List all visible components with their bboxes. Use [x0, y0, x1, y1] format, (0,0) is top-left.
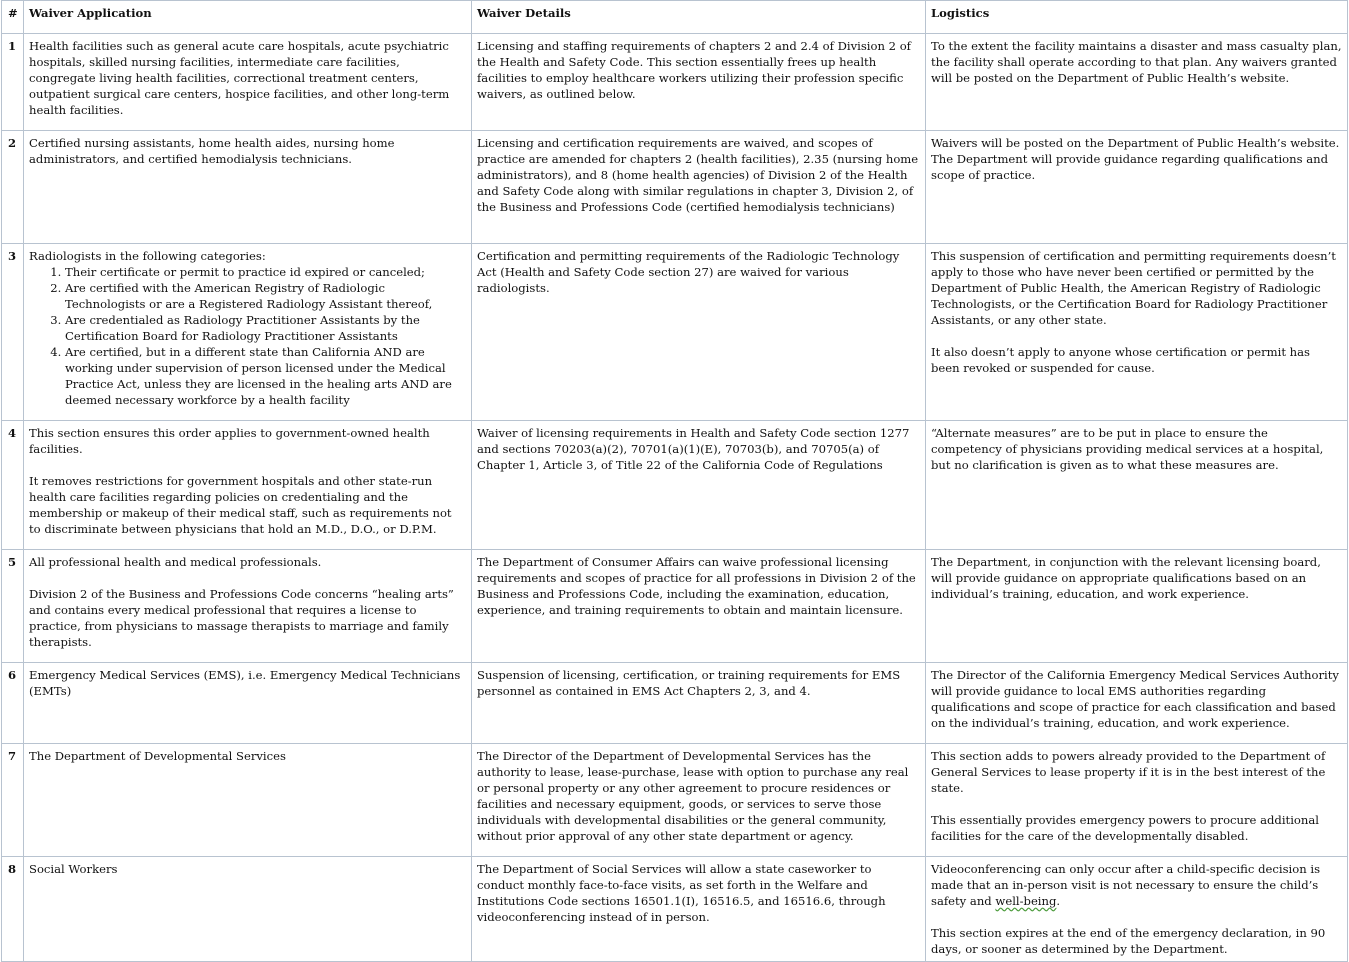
- row-number: 8: [2, 857, 24, 962]
- cell-paragraph: The Department of Developmental Services: [29, 749, 286, 763]
- cell-paragraph: The Department of Social Services will allow a state caseworker to conduct monthly face-to-face visits, as set forth in the Welfare and Institutions Code sections 16501.1(I), 16516.5, and 16516.6, through videoconferencing instead of in person.: [477, 862, 886, 924]
- row-number: 6: [2, 663, 24, 744]
- cell-paragraph: Waiver of licensing requirements in Health and Safety Code section 1277 and sections 70203(a)(2), 70701(a)(1)(E), 70703(b), and 70705(a) of Chapter 1, Article 3, of Title 22 of the California Code of Regulations: [477, 426, 910, 472]
- cell-paragraph: Emergency Medical Services (EMS), i.e. Emergency Medical Technicians (EMTs): [29, 668, 461, 698]
- logistics-cell: [926, 34, 1348, 131]
- row-number: 3: [2, 244, 24, 421]
- cell-paragraph: The Director of the Department of Developmental Services has the authority to lease, lease-purchase, lease with option to purchase any real or personal property or any other agreement to procure residences or facilities and necessary equipment, goods, or services to serve those individuals with developmental disabilities or the general community, without prior approval of any other state department or agency.: [477, 749, 909, 843]
- table-row: [2, 421, 1348, 550]
- header-waiver-details: Waiver Details: [472, 1, 926, 34]
- logistics-cell: [926, 244, 1348, 421]
- cell-paragraph: This essentially provides emergency powers to procure additional facilities for the care of the developmentally disabled.: [931, 813, 1319, 843]
- cell-paragraph: This suspension of certification and permitting requirements doesn’t apply to those who have never been certified or permitted by the Department of Public Health, the American Registry of Radiologic Technologists, or the Certification Board for Radiology Practitioner Assistants, or any other state.: [931, 249, 1336, 327]
- row-number: 2: [2, 131, 24, 244]
- cell-paragraph: This section expires at the end of the emergency declaration, in 90 days, or sooner as determined by the Department.: [931, 926, 1326, 956]
- cell-paragraph: Licensing and staffing requirements of chapters 2 and 2.4 of Division 2 of the Health and Safety Code. This section essentially frees up health facilities to employ healthcare workers utilizing their profession specific waivers, as outlined below.: [477, 39, 911, 101]
- table-row: [2, 550, 1348, 663]
- table-row: [2, 34, 1348, 131]
- header-waiver-application: Waiver Application: [24, 1, 472, 34]
- waiver-table: [1, 0, 1348, 962]
- logistics-cell: [926, 550, 1348, 663]
- waiver-details-cell: [472, 663, 926, 744]
- row-number: 4: [2, 421, 24, 550]
- cell-paragraph: Social Workers: [29, 862, 118, 876]
- cell-paragraph: “Alternate measures” are to be put in place to ensure the competency of physicians providing medical services at a hospital, but no clarification is given as to what these measures are.: [931, 426, 1324, 472]
- table-row: [2, 857, 1348, 962]
- cell-paragraph: Division 2 of the Business and Professions Code concerns “healing arts” and contains every medical professional that requires a license to practice, from physicians to massage therapists to marriage and family therapists.: [29, 587, 454, 649]
- cell-paragraph: Certified nursing assistants, home health aides, nursing home administrators, and certified hemodialysis technicians.: [29, 136, 395, 166]
- table-row: [2, 131, 1348, 244]
- waiver-application-cell: [24, 744, 472, 857]
- cell-paragraph: Licensing and certification requirements are waived, and scopes of practice are amended for chapters 2 (health facilities), 2.35 (nursing home administrators), and 8 (home health agencies) of Division 2 of the Health and Safety Code along with similar regulations in chapter 3, Division 2, of the Business and Professions Code (certified hemodialysis technicians): [477, 136, 919, 214]
- waiver-details-cell: [472, 550, 926, 663]
- list-item: 4. Are certified, but in a different state than California AND are working under supervision of person licensed under the Medical Practice Act, unless they are licensed in the healing arts AND are deemed necessary workforce by a health facility: [65, 344, 466, 408]
- waiver-application-cell: [24, 421, 472, 550]
- header-num: #: [2, 1, 24, 34]
- waiver-details-cell: [472, 131, 926, 244]
- list-item: 1. Their certificate or permit to practice id expired or canceled;: [65, 264, 466, 280]
- cell-paragraph: Health facilities such as general acute care hospitals, acute psychiatric hospitals, skilled nursing facilities, intermediate care facilities, congregate living health facilities, correctional treatment centers, outpatient surgical care centers, hospice facilities, and other long-term health facilities.: [29, 39, 450, 117]
- waiver-details-cell: [472, 34, 926, 131]
- logistics-cell: [926, 663, 1348, 744]
- row-number: 7: [2, 744, 24, 857]
- row-number: 1: [2, 34, 24, 131]
- waiver-details-cell: [472, 857, 926, 962]
- cell-paragraph: The Department of Consumer Affairs can waive professional licensing requirements and scopes of practice for all professions in Division 2 of the Business and Professions Code, including the examination, education, experience, and training requirements to obtain and maintain licensure.: [477, 555, 916, 617]
- text-span: Videoconferencing can only occur after a child-specific decision is made that an in-person visit is not necessary to ensure the child’s safety and: [931, 862, 1321, 908]
- header-row: [2, 1, 1348, 34]
- cell-paragraph: The Director of the California Emergency Medical Services Authority will provide guidance to local EMS authorities regarding qualifications and scope of practice for each classification and based on the individual’s training, education, and work experience.: [931, 668, 1339, 730]
- cell-paragraph: It removes restrictions for government hospitals and other state-run health care facilities regarding policies on credentialing and the membership or makeup of their medical staff, such as requirements not to discriminate between physicians that hold an M.D., D.O., or D.P.M.: [29, 474, 452, 536]
- cell-paragraph: Suspension of licensing, certification, or training requirements for EMS personnel as contained in EMS Act Chapters 2, 3, and 4.: [477, 668, 901, 698]
- spellcheck-word: well-being: [995, 894, 1057, 908]
- text-span: .: [1056, 894, 1061, 908]
- cell-paragraph: All professional health and medical professionals.: [29, 555, 322, 569]
- logistics-cell: [926, 421, 1348, 550]
- cell-paragraph: It also doesn’t apply to anyone whose certification or permit has been revoked or suspended for cause.: [931, 345, 1310, 375]
- waiver-application-cell: [24, 131, 472, 244]
- logistics-cell: [926, 744, 1348, 857]
- waiver-application-cell: [24, 663, 472, 744]
- waiver-details-cell: [472, 744, 926, 857]
- waiver-details-cell: [472, 244, 926, 421]
- list-item: 3. Are credentialed as Radiology Practitioner Assistants by the Certification Board for Radiology Practitioner Assistants: [65, 312, 466, 344]
- cell-paragraph: Certification and permitting requirements of the Radiologic Technology Act (Health and Safety Code section 27) are waived for various radiologists.: [477, 249, 900, 295]
- list-item: 2. Are certified with the American Registry of Radiologic Technologists or are a Registered Radiology Assistant thereof,: [65, 280, 466, 312]
- cell-paragraph: To the extent the facility maintains a disaster and mass casualty plan, the facility shall operate according to that plan. Any waivers granted will be posted on the Department of Public Health’s website.: [931, 39, 1342, 85]
- cell-paragraph: This section adds to powers already provided to the Department of General Services to lease property if it is in the best interest of the state.: [931, 749, 1326, 795]
- logistics-cell: [926, 131, 1348, 244]
- header-logistics: Logistics: [926, 1, 1348, 34]
- waiver-application-cell: [24, 244, 472, 421]
- logistics-cell: [926, 857, 1348, 962]
- table-row: [2, 244, 1348, 421]
- radiologist-categories-list: [29, 264, 466, 408]
- cell-paragraph: This section ensures this order applies to government-owned health facilities.: [29, 426, 430, 456]
- waiver-application-cell: [24, 34, 472, 131]
- cell-paragraph: Radiologists in the following categories:: [29, 249, 266, 263]
- waiver-details-cell: [472, 421, 926, 550]
- cell-paragraph: Waivers will be posted on the Department of Public Health’s website. The Department will provide guidance regarding qualifications and scope of practice.: [931, 136, 1340, 182]
- cell-paragraph: [931, 861, 1342, 909]
- cell-paragraph: The Department, in conjunction with the relevant licensing board, will provide guidance on appropriate qualifications based on an individual’s training, education, and work experience.: [931, 555, 1321, 601]
- table-row: [2, 744, 1348, 857]
- row-number: 5: [2, 550, 24, 663]
- table-row: [2, 663, 1348, 744]
- waiver-application-cell: [24, 550, 472, 663]
- waiver-application-cell: [24, 857, 472, 962]
